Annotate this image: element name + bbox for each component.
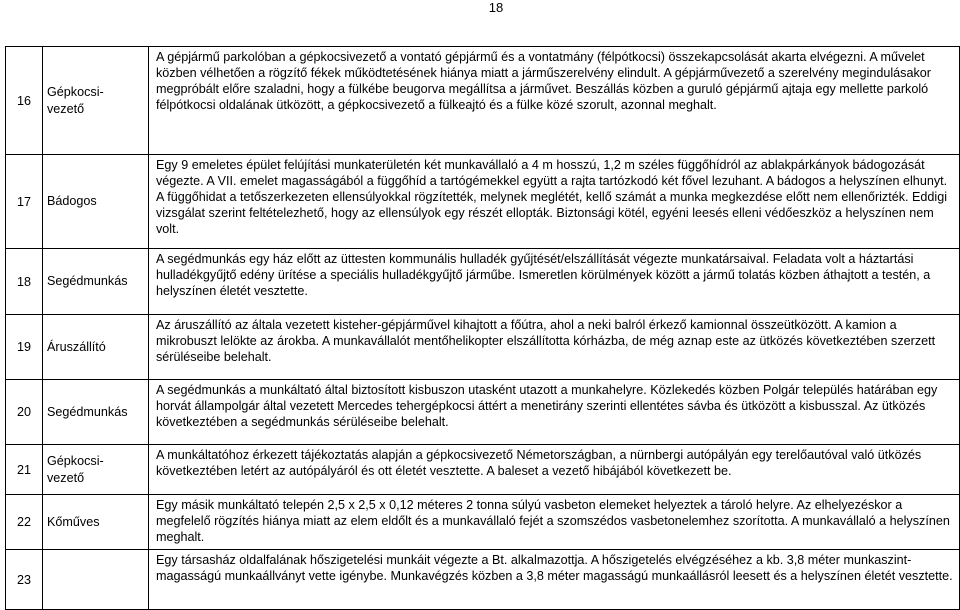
job-title [43,445,149,495]
table-row [6,380,960,445]
row-number: 17 [6,155,43,249]
row-number: 16 [6,47,43,155]
table-row [6,495,960,550]
accident-description: A gépjármű parkolóban a gépkocsivezető a vontató gépjármű és a vontatmány (félpótkocsi) összekapcsolását akarta elvégezni. A művelet közben vélhetően a rögzítő fékek működtetésének hiánya miatt a járműszerelvény elindult. A gépjárművezető a szerelvény megindulásakor megpróbált előre szaladni, hogy a fülkébe beugorva megállítsa a járművet. Beszállás közben a guruló gépjármű ajtaja egy mellette parkoló félpótkocsi oldalának ütközött, a gépkocsivezető a fülkeajtó és a fülke közé szorult, azonnal meghalt. [149,47,960,155]
accident-description: Az áruszállító az általa vezetett kisteher-gépjárművel kihajtott a főútra, ahol a neki balról érkező kamionnal összeütközött. A kamion a mikrobuszt lelökte az árokba. A munkavállalót mentőhelikopter elszállította kórházba, de még aznap este az ütközés következtében szerzett sérüléseibe belehalt. [149,315,960,380]
job-title: Segédmunkás [43,249,149,315]
row-number: 22 [6,495,43,550]
table-row [6,445,960,495]
job-title [43,47,149,155]
job-title [43,550,149,610]
table-row [6,47,960,155]
job-title: Segédmunkás [43,380,149,445]
row-number: 19 [6,315,43,380]
accident-description: Egy 9 emeletes épület felújítási munkaterületén két munkavállaló a 4 m hosszú, 1,2 m széles függőhídról az ablakpárkányok bádogozását végezte. A VII. emelet magasságából a függőhíd a tartógémekkel együtt a rajta tartózkodó két fővel lezuhant. A bádogos a helyszínen elhunyt. A függőhidat a tetőszerkezeten ellensúlyokkal rögzítették, melynek meglétét, kellő számát a munka megkezdése előtt nem ellenőrizték. Eddigi vizsgálat szerint feltételezhető, hogy az ellensúlyok egy részét ellopták. Biztonsági kötél, egyéni leesés elleni védőeszköz a helyszínen nem volt. [149,155,960,249]
row-number: 20 [6,380,43,445]
row-number: 21 [6,445,43,495]
job-title: Bádogos [43,155,149,249]
row-number: 23 [6,550,43,610]
accident-description: Egy másik munkáltató telepén 2,5 x 2,5 x 0,12 méteres 2 tonna súlyú vasbeton elemeket helyeztek a tároló helyre. Az elhelyezéskor a megfelelő rögzítés hiánya miatt az elem eldőlt és a munkavállaló fejét a szomszédos vasbetonelemhez szorította. A munkavállaló a helyszínen meghalt. [149,495,960,550]
table-row [6,249,960,315]
accident-description: Egy társasház oldalfalának hőszigetelési munkáit végezte a Bt. alkalmazottja. A hőszigetelés elvégzéséhez a kb. 3,8 méter munkaszint-magasságú munkaállványt vette igénybe. Munkavégzés közben a 3,8 méter magasságú munkaállásról leesett és a helyszínen életét vesztette. [149,550,960,610]
job-title: Áruszállító [43,315,149,380]
accident-table [5,46,960,610]
table-row [6,315,960,380]
table-row [6,550,960,610]
job-title-line1: Gépkocsi- [47,84,104,99]
accident-description: A segédmunkás egy ház előtt az üttesten kommunális hulladék gyűjtését/elszállítását végezte munkatársaival. Feladata volt a háztartási hulladékgyűjtő edény ürítése a speciális hulladékgyűjtő járműbe. Ismeretlen körülmények között a jármű tolatás közben áthajtott a testén, a helyszínen életét vesztette. [149,249,960,315]
row-number: 18 [6,249,43,315]
job-title-line1: Gépkocsi- [47,453,104,468]
page-number: 18 [488,0,504,15]
job-title-line2: vezető [47,470,85,485]
job-title-line2: vezető [47,101,85,116]
accident-description: A segédmunkás a munkáltató által biztosított kisbuszon utasként utazott a munkahelyre. Közlekedés közben Polgár település határában egy horvát állampolgár által vezetett Mercedes tehergépkocsi áttért a menetirány szerinti ellentétes sávba és ütközött a kisbusszal. Az ütközés következtében a segédmunkás sérüléseibe belehalt. [149,380,960,445]
accident-description: A munkáltatóhoz érkezett tájékoztatás alapján a gépkocsivezető Németországban, a nürnbergi autópályán egy terelőautóval való ütközés következtében letért az autópályáról és ott életét vesztette. A baleset a vezető hibájából következett be. [149,445,960,495]
job-title: Kőműves [43,495,149,550]
table-row [6,155,960,249]
